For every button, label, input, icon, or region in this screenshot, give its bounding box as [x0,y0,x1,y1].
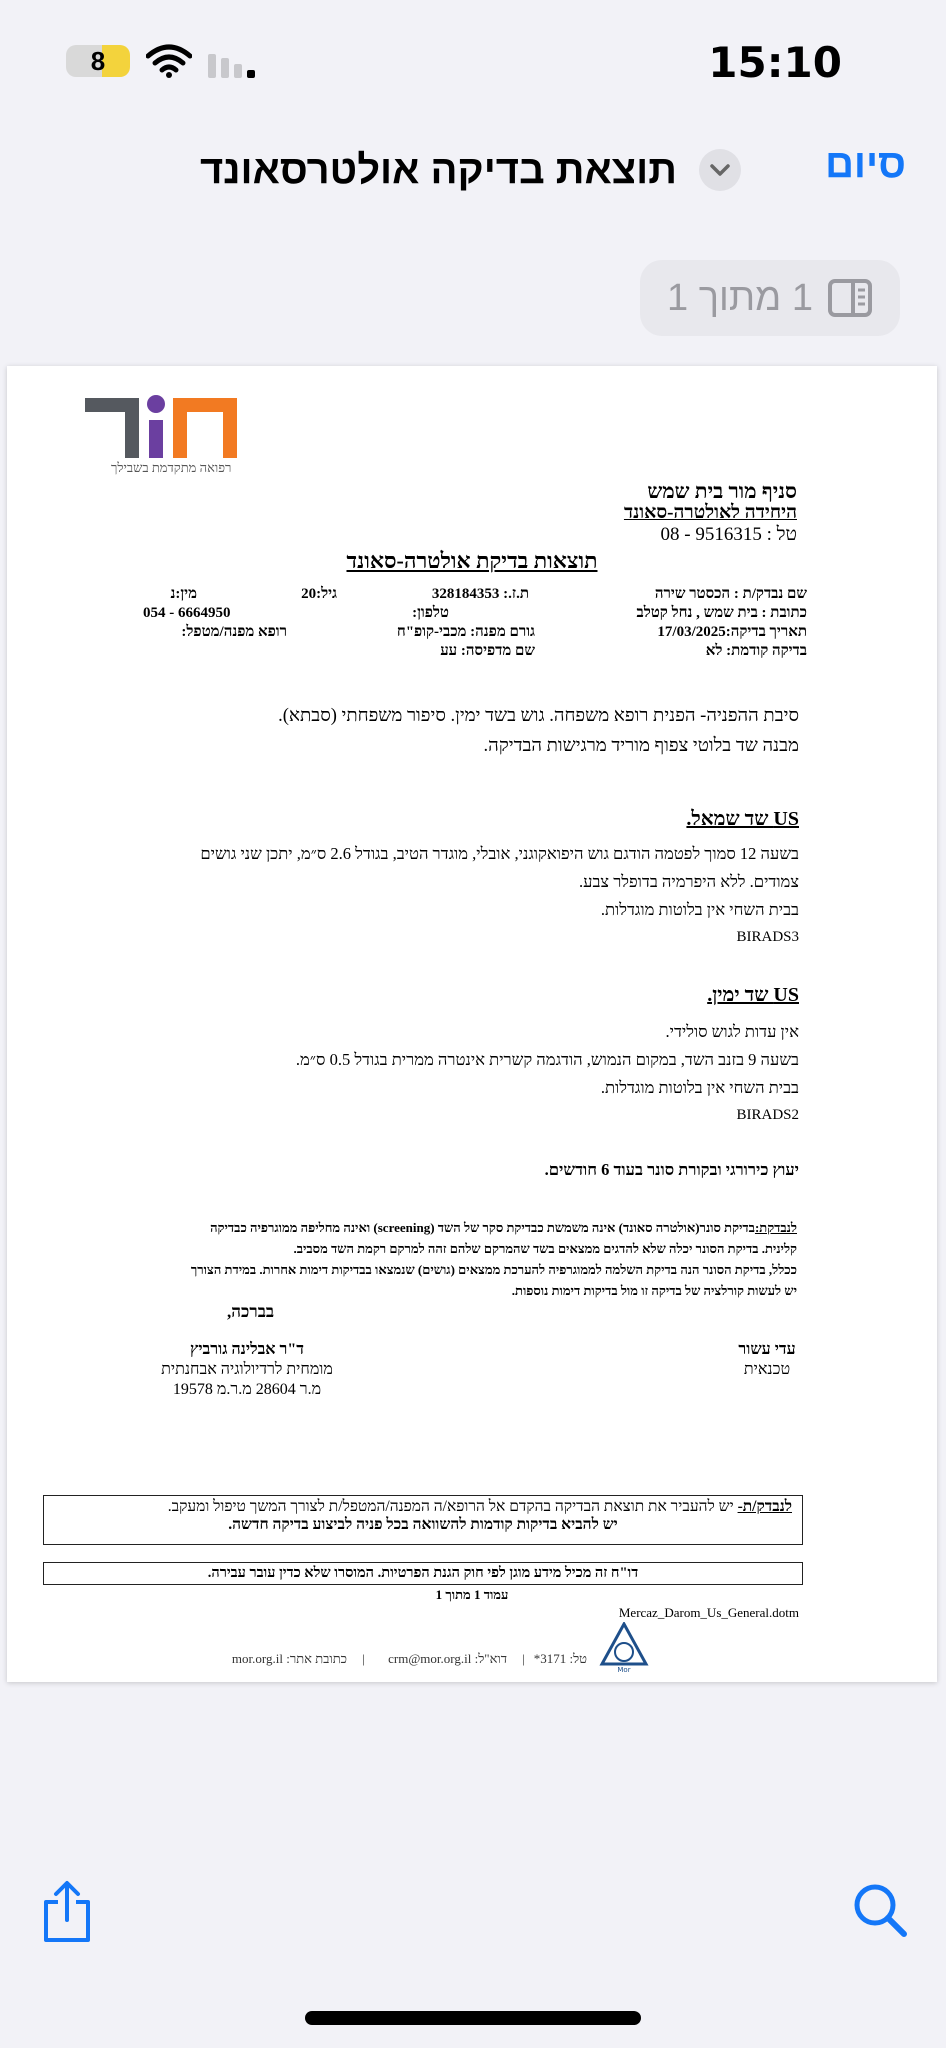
footer-divider: | [522,1651,525,1666]
template-filename: Mercaz_Darom_Us_General.dotm [618,1605,799,1620]
branch-name: סניף מור בית שמש [647,479,797,503]
right-finding-2: בשעה 9 בזנב השד, במקום הנמוש, הודגמה קשרית אינטרה ממרית בגודל 0.5 ס״מ. [295,1050,799,1069]
navigation-bar [0,130,946,210]
footer-divider: | [362,1651,365,1666]
page-number: עמוד 1 מתוך 1 [435,1587,509,1602]
technician-name: עדי עשור [738,1341,796,1358]
instructions-line-1: יש להעביר את תוצאת הבדיקה בהקדם אל הרופא/ה המפנה/המטפל/ת לצורך המשך טיפול ומעקב. [167,1498,734,1515]
wifi-icon [146,44,192,78]
notice-line-2: קלינית. בדיקת הסונר יכלה שלא להדגים ממצאים בשד שהמרקם שלהם זהה למרקם רקמת השד מסביב. [293,1241,797,1256]
right-breast-heading: US שד ימין. [707,984,799,1006]
phone-label: טלפון: [412,605,449,621]
notice-line-1: בדיקת סונר(אולטרה סאונד) אינה משמשת כבדיקת סקר של השד (screening) ואינה מחליפה ממוגרפיה כבדיקה [210,1220,755,1235]
home-indicator [305,2011,641,2025]
notice-line-3: ככלל, בדיקת הסונר הנה בדיקת השלמה לממוגרפיה להערכת ממצאים (גושים) שנמצאו בבדיקות דימות אחרות. במידת הצורך [190,1262,797,1277]
patient-instructions-box [43,1495,803,1545]
notice-label: לנבדקת: [754,1220,797,1235]
chevron-down-icon[interactable] [699,149,741,191]
page-indicator[interactable] [640,260,900,336]
logo-tagline: רפואה מתקדמת בשבילך [111,460,232,475]
left-breast-heading: US שד שמאל. [686,808,799,830]
left-finding-3: בבית השחי אין בלוטות מוגדלות. [600,900,799,919]
left-birads: BIRADS3 [736,929,799,945]
footer-email: דוא"ל: crm@mor.org.il [388,1651,507,1666]
left-finding-1: בשעה 12 סמוך לפטמה הודגם גוש היפואקוגני, אובלי, מוגדר הטיב, בגודל 2.6 ס״מ, יתכן שני גושים [200,844,799,863]
referring-doctor: רופא מפנה/מטפל: [181,624,287,640]
title-menu[interactable] [200,140,741,200]
right-finding-1: אין עדות לגוש סולידי. [665,1022,799,1041]
technician-signature [707,1340,827,1380]
status-bar [0,0,946,110]
patient-address: כתובת : בית שמש , נחל קטלב [636,605,807,621]
cellular-signal-icon [206,48,258,78]
page-indicator-text: 1 מתוך 1 [667,276,813,319]
exam-date: תאריך בדיקה:17/03/2025 [657,624,807,640]
patient-id: ת.ז.: 328184353 [431,586,529,602]
seal-text: Mor [617,1666,631,1674]
search-icon[interactable] [852,1882,908,1938]
previous-exam: בדיקה קודמת: לא [705,643,807,659]
status-time: 15:10 [708,38,842,87]
doctor-name: ד"ר אבלינה גורביץ [190,1341,304,1358]
seal-icon [599,1622,649,1674]
results-title: תוצאות בדיקת אולטרה-סאונד [346,548,598,573]
patient-notice [77,1217,797,1301]
technician-title: טכנאית [743,1361,791,1378]
sidebar-icon [827,278,873,318]
recommendation: יעוץ כירורגי ובקורת סונר בעוד 6 חודשים. [544,1160,799,1179]
referral-reason: סיבת ההפניה- הפנית רופא משפחה. גוש בשד ימין. סיפור משפחתי (סבתא). [278,706,799,726]
footer-website: כתובת אתר: mor.org.il [231,1651,347,1666]
battery-indicator: 8 [66,45,130,77]
doctor-signature [137,1340,357,1400]
breast-structure-note: מבנה שד בלוטי צפוף מוריד מרגישות הבדיקה. [483,736,799,756]
footer-phone: טל: 3171* [533,1651,587,1666]
left-finding-2: צמודים. ללא היפרמיה בדופלר צבע. [579,872,799,891]
blessing: בברכה, [227,1302,275,1321]
share-icon[interactable] [38,1880,96,1944]
doctor-license: מ.ר 28604 מ.ר.מ 19578 [172,1381,322,1398]
printer-name: שם מדפיסה: עע [440,643,535,659]
branch-phone: טל : 9516315 - 08 [660,524,797,545]
document-header [624,480,797,546]
referring-body: גורם מפנה: מכבי-קופ"ח [396,624,535,640]
privacy-box: דו"ח זה מכיל מידע מוגן לפי חוק הגנת הפרטיות. המוסרו שלא כדין עובר עבירה. [43,1562,803,1585]
patient-age: גיל:20 [301,586,337,602]
phone-value: 054 - 6664950 [143,605,231,621]
patient-name: שם נבדק/ת : הכסטר שירה [654,586,807,602]
instructions-label: לנבדק/ת- [737,1498,792,1515]
notice-line-4: יש לעשות קורלציה של בדיקה זו מול בדיקות דימות נוספות. [511,1283,797,1298]
instructions-line-2: יש להביא בדיקות קודמות להשוואה בכל פניה לביצוע בדיקה חדשה. [228,1516,618,1533]
right-finding-3: בבית השחי אין בלוטות מוגדלות. [600,1078,799,1097]
right-birads: BIRADS2 [736,1107,799,1123]
document-page [7,366,937,1682]
doctor-title: מומחית לרדיולוגיה אבחנתית [161,1361,333,1378]
patient-gender: מין:נ [170,586,197,602]
document-title: תוצאת בדיקה אולטרסאונד [200,147,677,192]
done-button[interactable]: סיום [825,142,906,186]
unit-name: היחידה לאולטרה-סאונד [623,502,797,523]
